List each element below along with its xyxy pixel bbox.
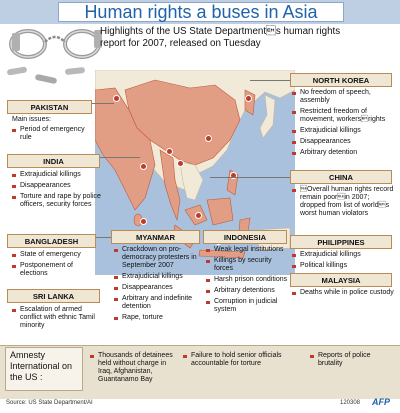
list-item: Reports of police brutality xyxy=(310,352,394,368)
list-item: Extrajudicial killings xyxy=(292,127,394,135)
list-item: Restricted freedom of movement, workersrights xyxy=(292,108,394,124)
list-item: Extrajudicial killings xyxy=(292,251,394,259)
north-korea-list xyxy=(292,89,394,160)
country-header-myanmar: MYANMAR xyxy=(111,230,200,244)
country-header-philippines: PHILIPPINES xyxy=(290,235,392,249)
page-title: Human rights a buses in Asia xyxy=(84,2,318,22)
list-item: Killings by security forces xyxy=(206,257,290,273)
myanmar-list xyxy=(114,246,206,325)
country-header-north-korea: NORTH KOREA xyxy=(290,73,392,87)
country-header-sri-lanka: SRI LANKA xyxy=(7,289,100,303)
list-item: Escalation of armed conflict with ethnic Tamil minority xyxy=(12,306,104,330)
list-item: Overall human rights record remain poorin 2007; dropped from list of worlds worst human violators xyxy=(292,186,394,218)
amnesty-list-2 xyxy=(183,352,303,371)
bangladesh-list xyxy=(12,251,102,281)
list-item: Arbitrary and indefinite detention xyxy=(114,295,206,311)
list-item: State of emergency xyxy=(12,251,102,259)
country-header-malaysia: MALAYSIA xyxy=(290,273,392,287)
afp-logo: AFP xyxy=(372,397,390,407)
list-item: Crackdown on pro-democracy protesters in September 2007 xyxy=(114,246,206,270)
philippines-list xyxy=(292,251,394,273)
list-item: Failure to hold senior officials accountable for torture xyxy=(183,352,303,368)
list-item: Arbitrary detention xyxy=(292,149,394,157)
malaysia-list xyxy=(292,289,394,300)
marker-bangladesh xyxy=(166,148,173,155)
marker-pakistan xyxy=(113,95,120,102)
list-item: Extrajudicial killings xyxy=(12,171,104,179)
pakistan-label: Main issues: xyxy=(12,116,51,123)
amnesty-list-1 xyxy=(90,352,180,387)
list-item: Extrajudicial killings xyxy=(114,273,206,281)
marker-china xyxy=(205,135,212,142)
list-item: Disappearances xyxy=(114,284,206,292)
sri-lanka-list xyxy=(12,306,104,333)
india-list xyxy=(12,171,104,212)
subtitle: Highlights of the US State Departments human rights report for 2007, released on Tuesday xyxy=(100,26,341,49)
list-item: Disappearances xyxy=(292,138,394,146)
leader-line xyxy=(210,177,290,178)
list-item: Deaths while in police custody xyxy=(292,289,394,297)
list-item: Arbitrary detentions xyxy=(206,287,290,295)
country-header-pakistan: PAKISTAN xyxy=(7,100,92,114)
amnesty-label: Amnesty International on the US : xyxy=(5,347,83,391)
marker-north-korea xyxy=(245,95,252,102)
leader-line xyxy=(100,157,140,158)
list-item: Thousands of detainees held without charge in Iraq, Afghanistan, Guantanamo Bay xyxy=(90,352,180,384)
leader-line xyxy=(92,103,114,104)
list-item: Rape, torture xyxy=(114,314,206,322)
pakistan-list xyxy=(12,126,97,145)
bullet-cartridge-icon xyxy=(5,62,97,92)
list-item: Weak legal institutions xyxy=(206,246,290,254)
list-item: Corruption in judicial system xyxy=(206,298,290,314)
leader-line xyxy=(250,80,290,81)
list-item: Torture and rape by police officers, security forces xyxy=(12,193,104,209)
list-item: Disappearances xyxy=(12,182,104,190)
source-credit: Source: US State Department/AI xyxy=(6,400,93,406)
indonesia-list xyxy=(206,246,290,317)
list-item: Postponement of elections xyxy=(12,262,102,278)
marker-myanmar xyxy=(177,160,184,167)
china-list xyxy=(292,186,394,221)
marker-malaysia xyxy=(195,212,202,219)
marker-india xyxy=(140,163,147,170)
country-header-bangladesh: BANGLADESH xyxy=(7,234,96,248)
amnesty-list-3 xyxy=(310,352,394,371)
marker-sri-lanka xyxy=(140,218,147,225)
list-item: Period of emergency rule xyxy=(12,126,97,142)
list-item: No freedom of speech, assembly xyxy=(292,89,394,105)
date-code: 120308 xyxy=(340,400,361,406)
country-header-indonesia: INDONESIA xyxy=(203,230,287,244)
list-item: Political killings xyxy=(292,262,394,270)
country-header-china: CHINA xyxy=(290,170,392,184)
list-item: Harsh prison conditions xyxy=(206,276,290,284)
country-header-india: INDIA xyxy=(7,154,100,168)
